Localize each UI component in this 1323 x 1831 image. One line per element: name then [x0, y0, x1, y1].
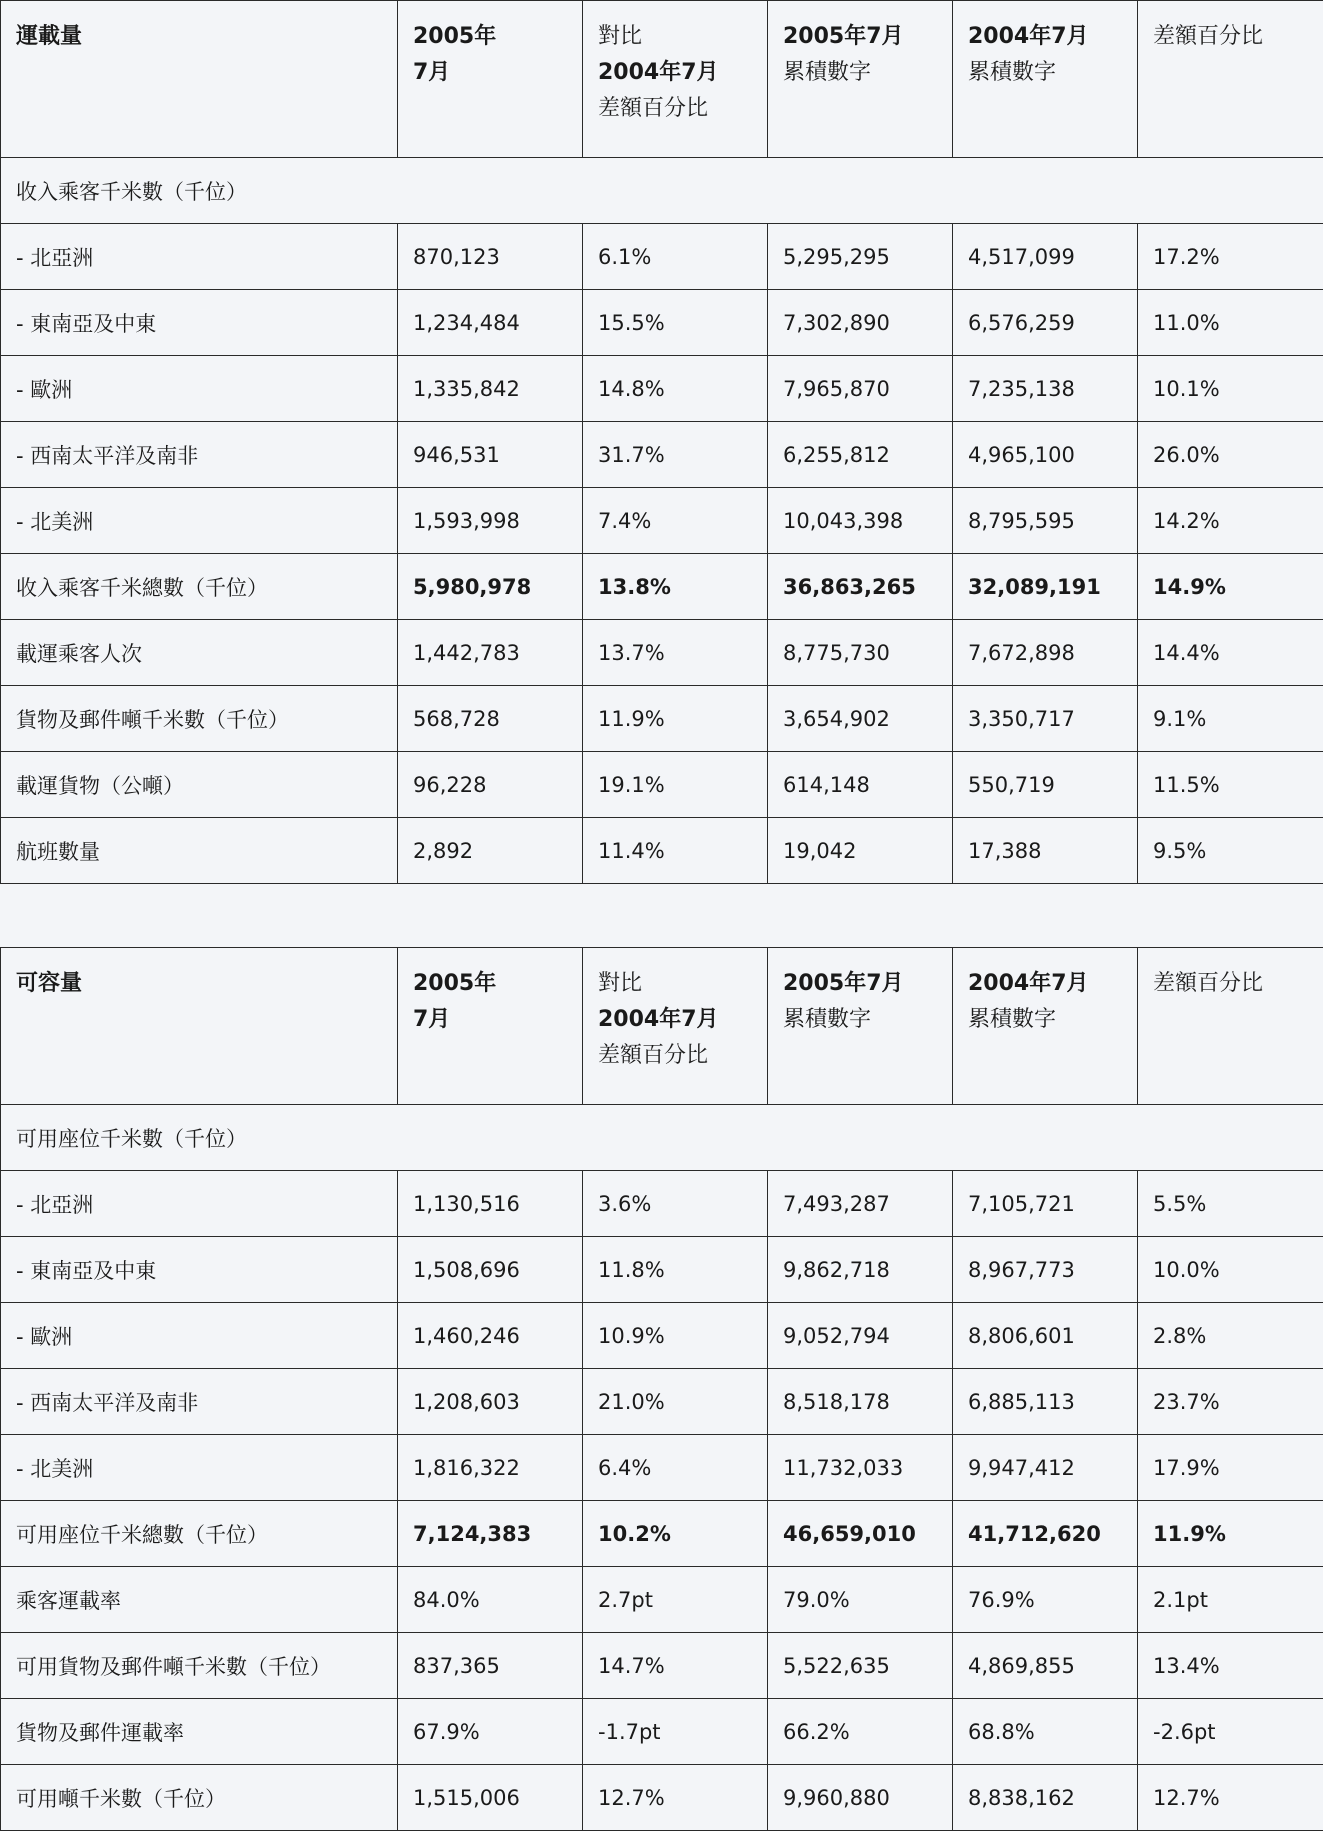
header-col-month: 2005年 7月 [398, 1, 583, 158]
cell-value: 3,654,902 [768, 686, 953, 752]
table-row [1, 818, 1323, 884]
cell-value: 9,960,880 [768, 1765, 953, 1831]
cell-value: 12.7% [583, 1765, 768, 1831]
cell-value: 79.0% [768, 1567, 953, 1633]
cell-value: 6.4% [583, 1435, 768, 1501]
row-label: 可用噸千米數（千位） [1, 1765, 398, 1831]
cell-value: 1,130,516 [398, 1171, 583, 1237]
row-label: - 北亞洲 [1, 1171, 398, 1237]
cell-value: 17.9% [1138, 1435, 1323, 1501]
cell-value: 8,775,730 [768, 620, 953, 686]
cell-value: 26.0% [1138, 422, 1323, 488]
cell-value: 8,838,162 [953, 1765, 1138, 1831]
cell-value: 19.1% [583, 752, 768, 818]
row-label: 可用座位千米總數（千位） [1, 1501, 398, 1567]
row-label: - 北美洲 [1, 488, 398, 554]
cell-value: 5,295,295 [768, 224, 953, 290]
cell-value: 67.9% [398, 1699, 583, 1765]
header-col-cum-2005: 2005年7月 累積數字 [768, 948, 953, 1105]
row-label: - 歐洲 [1, 1303, 398, 1369]
table-row [1, 488, 1323, 554]
header-col-diff: 差額百分比 [1138, 1, 1323, 158]
table-row [1, 1765, 1323, 1831]
cell-value: 946,531 [398, 422, 583, 488]
table-header-row [1, 1, 1323, 158]
cell-value: 2,892 [398, 818, 583, 884]
cell-value: 1,816,322 [398, 1435, 583, 1501]
row-label: 乘客運載率 [1, 1567, 398, 1633]
capacity-table [0, 947, 1323, 1831]
section-row [1, 158, 1323, 224]
cell-value: 14.9% [1138, 554, 1323, 620]
section-row [1, 1105, 1323, 1171]
cell-value: 6,576,259 [953, 290, 1138, 356]
table-row [1, 290, 1323, 356]
cell-value: 11,732,033 [768, 1435, 953, 1501]
cell-value: 13.4% [1138, 1633, 1323, 1699]
cell-value: -2.6pt [1138, 1699, 1323, 1765]
cell-value: 66.2% [768, 1699, 953, 1765]
cell-value: 6.1% [583, 224, 768, 290]
table-row [1, 752, 1323, 818]
row-label: 航班數量 [1, 818, 398, 884]
cell-value: 1,335,842 [398, 356, 583, 422]
cell-value: 1,508,696 [398, 1237, 583, 1303]
table-row [1, 1633, 1323, 1699]
cell-value: 11.5% [1138, 752, 1323, 818]
cell-value: 7,302,890 [768, 290, 953, 356]
cell-value: 1,442,783 [398, 620, 583, 686]
cell-value: 3,350,717 [953, 686, 1138, 752]
section-label: 可用座位千米數（千位） [1, 1105, 1323, 1171]
table-row [1, 1501, 1323, 1567]
cell-value: 21.0% [583, 1369, 768, 1435]
cell-value: 9.5% [1138, 818, 1323, 884]
cell-value: 41,712,620 [953, 1501, 1138, 1567]
cell-value: 5,522,635 [768, 1633, 953, 1699]
cell-value: 10.0% [1138, 1237, 1323, 1303]
cell-value: 550,719 [953, 752, 1138, 818]
cell-value: 84.0% [398, 1567, 583, 1633]
header-col-yoy: 對比 2004年7月 差額百分比 [583, 1, 768, 158]
cell-value: 9,862,718 [768, 1237, 953, 1303]
cell-value: 11.8% [583, 1237, 768, 1303]
cell-value: 7,672,898 [953, 620, 1138, 686]
cell-value: 568,728 [398, 686, 583, 752]
cell-value: 9.1% [1138, 686, 1323, 752]
cell-value: 19,042 [768, 818, 953, 884]
table-row [1, 422, 1323, 488]
cell-value: 14.7% [583, 1633, 768, 1699]
cell-value: 14.8% [583, 356, 768, 422]
header-col-cum-2004: 2004年7月 累積數字 [953, 948, 1138, 1105]
cell-value: 4,869,855 [953, 1633, 1138, 1699]
table-row [1, 1435, 1323, 1501]
table-row [1, 1699, 1323, 1765]
cell-value: 2.8% [1138, 1303, 1323, 1369]
cell-value: 31.7% [583, 422, 768, 488]
cell-value: 10,043,398 [768, 488, 953, 554]
row-label: - 北亞洲 [1, 224, 398, 290]
cell-value: 11.9% [583, 686, 768, 752]
cell-value: 5,980,978 [398, 554, 583, 620]
section-label: 收入乘客千米數（千位） [1, 158, 1323, 224]
cell-value: 7.4% [583, 488, 768, 554]
header-label: 運載量 [1, 1, 398, 158]
table-row [1, 554, 1323, 620]
table-header-row [1, 948, 1323, 1105]
cell-value: -1.7pt [583, 1699, 768, 1765]
cell-value: 15.5% [583, 290, 768, 356]
cell-value: 9,947,412 [953, 1435, 1138, 1501]
cell-value: 6,255,812 [768, 422, 953, 488]
cell-value: 9,052,794 [768, 1303, 953, 1369]
cell-value: 36,863,265 [768, 554, 953, 620]
cell-value: 17.2% [1138, 224, 1323, 290]
cell-value: 7,124,383 [398, 1501, 583, 1567]
cell-value: 10.1% [1138, 356, 1323, 422]
row-label: - 北美洲 [1, 1435, 398, 1501]
cell-value: 14.2% [1138, 488, 1323, 554]
row-label: - 東南亞及中東 [1, 1237, 398, 1303]
cell-value: 1,593,998 [398, 488, 583, 554]
table-spacer [0, 884, 1323, 947]
cell-value: 76.9% [953, 1567, 1138, 1633]
row-label: 貨物及郵件運載率 [1, 1699, 398, 1765]
table-row [1, 1303, 1323, 1369]
cell-value: 5.5% [1138, 1171, 1323, 1237]
header-label: 可容量 [1, 948, 398, 1105]
cell-value: 1,208,603 [398, 1369, 583, 1435]
cell-value: 614,148 [768, 752, 953, 818]
cell-value: 10.2% [583, 1501, 768, 1567]
cell-value: 8,967,773 [953, 1237, 1138, 1303]
row-label: 可用貨物及郵件噸千米數（千位） [1, 1633, 398, 1699]
cell-value: 870,123 [398, 224, 583, 290]
table-row [1, 224, 1323, 290]
cell-value: 11.9% [1138, 1501, 1323, 1567]
cell-value: 1,234,484 [398, 290, 583, 356]
cell-value: 13.7% [583, 620, 768, 686]
row-label: - 歐洲 [1, 356, 398, 422]
table-row [1, 1237, 1323, 1303]
traffic-table [0, 0, 1323, 884]
cell-value: 4,517,099 [953, 224, 1138, 290]
header-col-cum-2005: 2005年7月 累積數字 [768, 1, 953, 158]
header-col-diff: 差額百分比 [1138, 948, 1323, 1105]
cell-value: 10.9% [583, 1303, 768, 1369]
row-label: 收入乘客千米總數（千位） [1, 554, 398, 620]
cell-value: 17,388 [953, 818, 1138, 884]
cell-value: 46,659,010 [768, 1501, 953, 1567]
cell-value: 68.8% [953, 1699, 1138, 1765]
cell-value: 11.4% [583, 818, 768, 884]
cell-value: 7,493,287 [768, 1171, 953, 1237]
row-label: 載運乘客人次 [1, 620, 398, 686]
header-col-cum-2004: 2004年7月 累積數字 [953, 1, 1138, 158]
table-row [1, 356, 1323, 422]
row-label: 貨物及郵件噸千米數（千位） [1, 686, 398, 752]
cell-value: 13.8% [583, 554, 768, 620]
cell-value: 23.7% [1138, 1369, 1323, 1435]
cell-value: 7,965,870 [768, 356, 953, 422]
table-row [1, 686, 1323, 752]
row-label: - 東南亞及中東 [1, 290, 398, 356]
header-col-yoy: 對比 2004年7月 差額百分比 [583, 948, 768, 1105]
cell-value: 8,795,595 [953, 488, 1138, 554]
cell-value: 2.1pt [1138, 1567, 1323, 1633]
cell-value: 7,105,721 [953, 1171, 1138, 1237]
cell-value: 32,089,191 [953, 554, 1138, 620]
table-row [1, 620, 1323, 686]
cell-value: 14.4% [1138, 620, 1323, 686]
table-row [1, 1369, 1323, 1435]
row-label: 載運貨物（公噸） [1, 752, 398, 818]
table-row [1, 1567, 1323, 1633]
cell-value: 11.0% [1138, 290, 1323, 356]
cell-value: 6,885,113 [953, 1369, 1138, 1435]
cell-value: 8,806,601 [953, 1303, 1138, 1369]
cell-value: 8,518,178 [768, 1369, 953, 1435]
cell-value: 1,460,246 [398, 1303, 583, 1369]
table-row [1, 1171, 1323, 1237]
cell-value: 3.6% [583, 1171, 768, 1237]
cell-value: 1,515,006 [398, 1765, 583, 1831]
cell-value: 96,228 [398, 752, 583, 818]
cell-value: 4,965,100 [953, 422, 1138, 488]
header-col-month: 2005年 7月 [398, 948, 583, 1105]
cell-value: 2.7pt [583, 1567, 768, 1633]
cell-value: 7,235,138 [953, 356, 1138, 422]
cell-value: 837,365 [398, 1633, 583, 1699]
row-label: - 西南太平洋及南非 [1, 422, 398, 488]
row-label: - 西南太平洋及南非 [1, 1369, 398, 1435]
cell-value: 12.7% [1138, 1765, 1323, 1831]
